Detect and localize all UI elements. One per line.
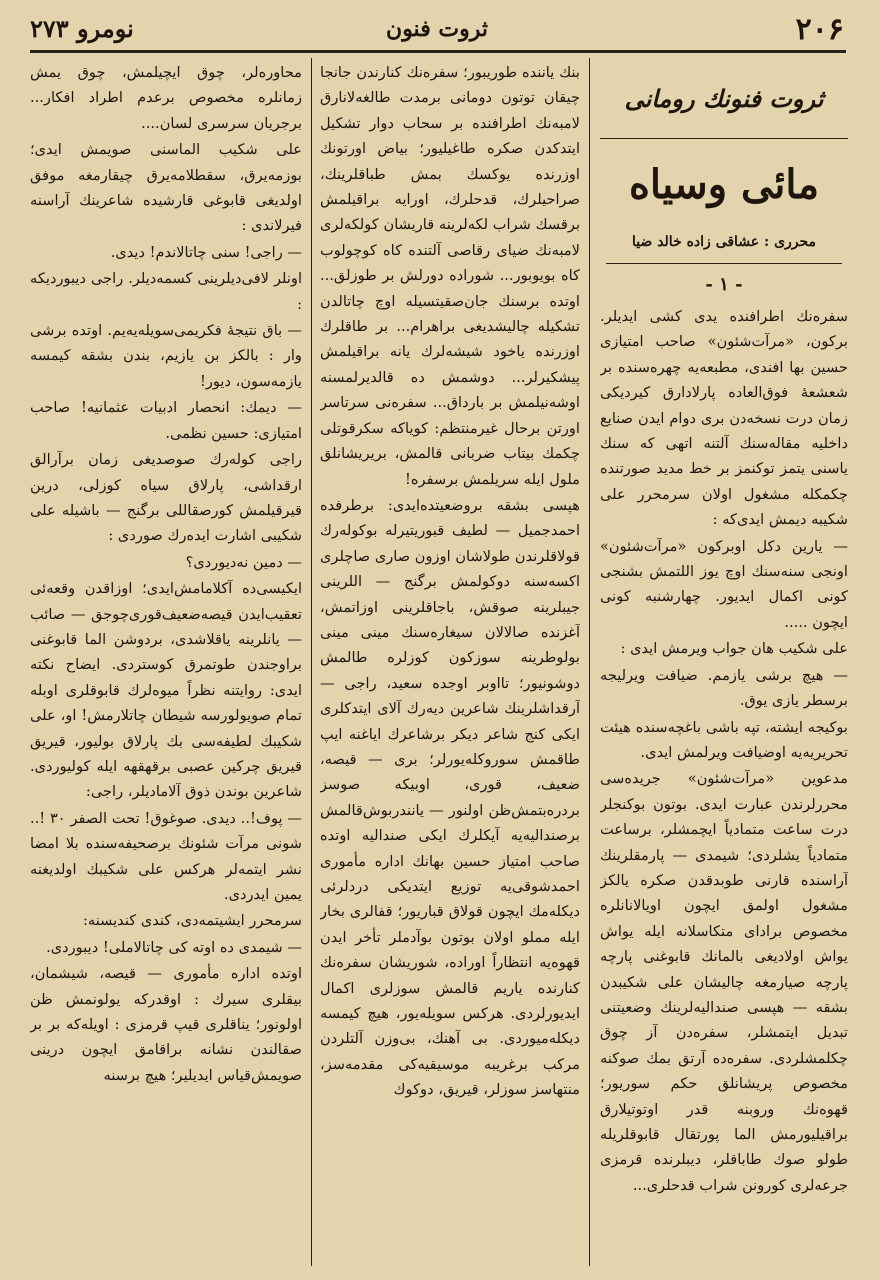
paragraph: اوتده اداره مأموری — قیصه، شیشمان، بیقلری سیرك : اوقدركه یولونمش ظن اولونور؛ یناقلری قیپ قرمزی : اویله‌كه بر بر صقالندن نشانه براقامق ایچون درینی صویمش‌قیاس ایدیلیر؛ هیچ برسنه	[30, 965, 302, 1084]
paragraph: — دیمك: انحصار ادبیات عثمانیه! صاحب امتیازی: حسین نظمی.	[30, 399, 302, 442]
column-divider-right	[589, 58, 590, 1266]
serial-title: مائی وسیاه	[600, 138, 848, 231]
journal-title: ثروت فنون	[386, 16, 488, 42]
paragraph: — راجی! سنی چاتالاندم! دیدی.	[110, 243, 302, 261]
header-rule	[30, 50, 846, 53]
paragraph: — هیچ برشی یازمم. ضیافت ویرلیجه برسطر یازی یوق.	[600, 666, 848, 710]
paragraph: سفره‌نك اطرافنده یدی كشی ایدیلر. بركون، «مرآت‌شئون» صاحب امتیازی حسین بها افندی، مطبعه‌یه چهره‌سنده بر شعشعهٔ فوق‌العاده پارلادارق كیردیكی زمان درت نسخه‌دن بری دوام ایدن صنایع داخلیه مقاله‌سنك آلتنه اتهی كه سنك یاسنی یتمز توكنمز بر خط مدید صورتنده چكمكله مشغول اولان سرمحرر علی شكیبه دیمش ایدی‌كه :	[600, 308, 848, 529]
novel-series-masthead: ثروت فنونك رومانی	[624, 84, 824, 113]
paragraph: اونلر لافی‌دیلرینی كسمه‌دیلر. راجی دیبوردیكه :	[30, 270, 302, 313]
chapter-number: - ۱ -	[705, 274, 743, 295]
page-number: ۲۰۶	[795, 12, 844, 47]
paragraph: ایكیسی‌ده آكلامامش‌ایدی؛ اوزاقدن وقعه‌ئی تعقیب‌ایدن قیصه‌ضعیف‌قوری‌چوجق — صائب — یانلرینه یاقلاشدی، بردوشن الما قابوغنی براوجندن طوتمرق كوستردی. ایضاح نكته ایدی: روایتنه نظراً میوه‌لرك قابوقلری اوبله تمام صویولورسه شیطان چاتلارمش! او، علی شكیبك لطیفه‌سی بك پارلاق بولیور، قیریق قیریق چركین عصبی برقهقهه ایله كولیوردی. شاعرین بوندن ذوق آلامادیلر، راجی:	[30, 580, 302, 801]
paragraph: سرمحرر ایشیتمه‌دی، كندی كندیسنه:	[82, 912, 302, 930]
paragraph: راجی كوله‌رك صوصدیغی زمان برآرالق ارقداشی، پارلاق سیاه كوزلی، درین قیرقیلمش كورصقاللی برگنج — باشیله علی شكیبی اشارت ایده‌رك صوردی :	[30, 451, 302, 545]
paragraph: هپسی بشقه بروضعیتده‌ایدی: برطرفده احمدجمیل — لطیف قبوریتیرله بوكوله‌رك قولاقلرندن طولاشان اوزون صاری صاچلری اكسه‌سنه دوكولمش برگنج — اللرینی جیبلرینه صوقش، باجاقلرینی اوزاتمش، آغزنده صالالان سیغاره‌سنك مینی مینی بولوطرینه سوزكون كوزلره طالمش دوشونیور؛ تااوبر اوجده سعید، راجی — آرقداشلرینك شاعرین دیه‌رك آلای ایتدكلری ایكی كنج شاعر دیكر برشاعرك ایاغنه ایپ طاقمش سوروكله‌یورلر؛ بری — قیصه، ضعیف، قوری، اوبیكه صوسز بردره‌بتمش‌ظن اولنور — یانندربوش‌قالمش برصندالیه‌یه آیكلرك ایكی صندالیه اوتده صاحب امتیاز حسین بهانك اداره مأموری احمدشوقی‌یه توزیع ایتدیكی دردلرئی دیكله‌مك ایچون قولاق قباریور؛ قفالری بخار ایله مملو اولان بوتون بوآدملر تأخر ایدن قهوه‌یه انتظاراً اوراده، شوریشان سفره‌نك كنارنده یاریم قالمش سوزلری اكمال ایدیورلردی. هركس سویله‌یور، هیچ كیمسه دیكله‌میوردی. بی آهنك، بی‌وزن آلتلردن مركب برغریبه موسیقیه‌كی مقدمه‌سز، منتهاسز سوزلر، قیریق، دوكوك	[320, 496, 580, 1099]
paragraph: محاوره‌لر، چوق ایچیلمش، چوق یمش زمانلره مخصوص برعدم اطراد افكار... برجریان سرسری لسان....	[30, 64, 302, 132]
right-column	[600, 60, 848, 1266]
middle-column	[320, 60, 580, 1266]
paragraph: — باق نتیجهٔ فكریمی‌سویله‌یه‌یم. اوتده برشی وار : بالكز بن یازیم، بندن بشقه كیمسه یازمه‌سون، دیور!	[30, 322, 302, 390]
issue-number: نومرو ۲۷۳	[30, 14, 134, 43]
column-divider-left	[311, 58, 312, 1266]
paragraph: — یارین دكل اوبركون «مرآت‌شئون» اونجی سنه‌سنك اوچ یوز اللتمش بشنجی كونی اكمال ایدیور. چهارشنبه كونی ایچون .....	[600, 537, 848, 631]
paragraph: — پوف!.. دیدی. صوغوق! تحت الصفر ۳۰ !.. شونی مرآت شئونك برصحیفه‌سنده بلا امضا نشر ایتمه‌لر هركس علی شكیبك اولدیغنه یمین ایدردی.	[30, 809, 302, 903]
paragraph: بوكیجه ایشته، تپه باشی باغچه‌سنده هیئت تحریریه‌یه اوضیافت ویرلمش ایدی.	[600, 718, 848, 761]
paragraph: مدعوین «مرآت‌شئون» جریده‌سی محررلرندن عبارت ایدی. بوتون بوكنجلر درت ساعت متمادیاً ایچمشلر، برساعت متمادیاً یشلردی؛ شیمدی — پارمقلرینك آراسنده قارنی طوبدقدن صكره یالكز مشغول اولمق ایچون اویالانانلره مخصوص برادای متكاسلانه ایله یواش یواش اولادیغی بالمانك قابوغنی پارچه پارچه صیارمغه چالیشان علی شكیبدن بشقه — هپسی صندالیه‌لرینك وضعیتنی تبدیل ایتمشلر، سفره‌دن آز چوق چكلمشلردی. سفره‌ده آرتق بمك صوكنه مخصوص پریشانلق حكم سوریور؛ قهوه‌نك وروبنه قدر اوتوتیلارق براقیلیورمش الما پورتقال قابوقلریله طولو صوك طاباقلر، دیبلرنده قرمزی جرعه‌لری كورونن شراب قدحلری...	[600, 770, 848, 1194]
page-header	[30, 10, 844, 50]
author-line: محرری : عشاقی زاده خالد ضیا	[631, 234, 817, 250]
left-column	[30, 60, 302, 1266]
paragraph: علی شكیب الماسنی صویمش ایدی؛ بوزمه‌یرق، سقطلامه‌یرق چیقارمغه موفق اولدیغی قابوغی قارشیده شاعرینك آراسنه فیرلاندی :	[30, 141, 302, 235]
author-divider	[606, 263, 842, 264]
paragraph: — شیمدی ده اوته كی چاتالاملی! دیبوردی.	[46, 938, 302, 956]
paragraph: بنك یاننده طوریبور؛ سفره‌نك كنارندن جانجا چیقان توتون دومانی برمدت طالغه‌لانارق لامبه‌نك اطرافنده بر سحاب دوار تشكیل ایتدكدن صكره طاغیلیور؛ بیاض اورتونك اوزرنده یوكسك بمش طباقلرینك، صراحیلرك، قدحلرك، اورایه براقیلمش برقسك شراب لكه‌لرینه قاریشان كولكه‌لری لامبه‌نك ضیای رقاصی آلتنده كاه كوچولوب كاه بویوبور... شوراده دورلش بر طوزلق... اوتده برسنك جان‌صقیتسیله اوچ چاتالدن تشكیله چالیشدیغی براهرام... بر طاقلرك اوزرنده یاخود شیشه‌لرك یانه براقیلمش پیشكیرلر... دوشمش ده قالدیرلمسنه اوشه‌نیلمش بر بارداق... سفره‌نی سرتاسر اورتن برحال غیرمنتظم: كویاكه سكرقوتلی چكمك بیتاب ضربانی قالمش، بریریشانلق ملول ایله سریلمش برسفره!	[320, 64, 580, 488]
paragraph: علی شكیب هان جواب ویرمش ایدی :	[620, 640, 848, 658]
paragraph: — دمین نه‌دیوردی؟	[185, 553, 302, 571]
